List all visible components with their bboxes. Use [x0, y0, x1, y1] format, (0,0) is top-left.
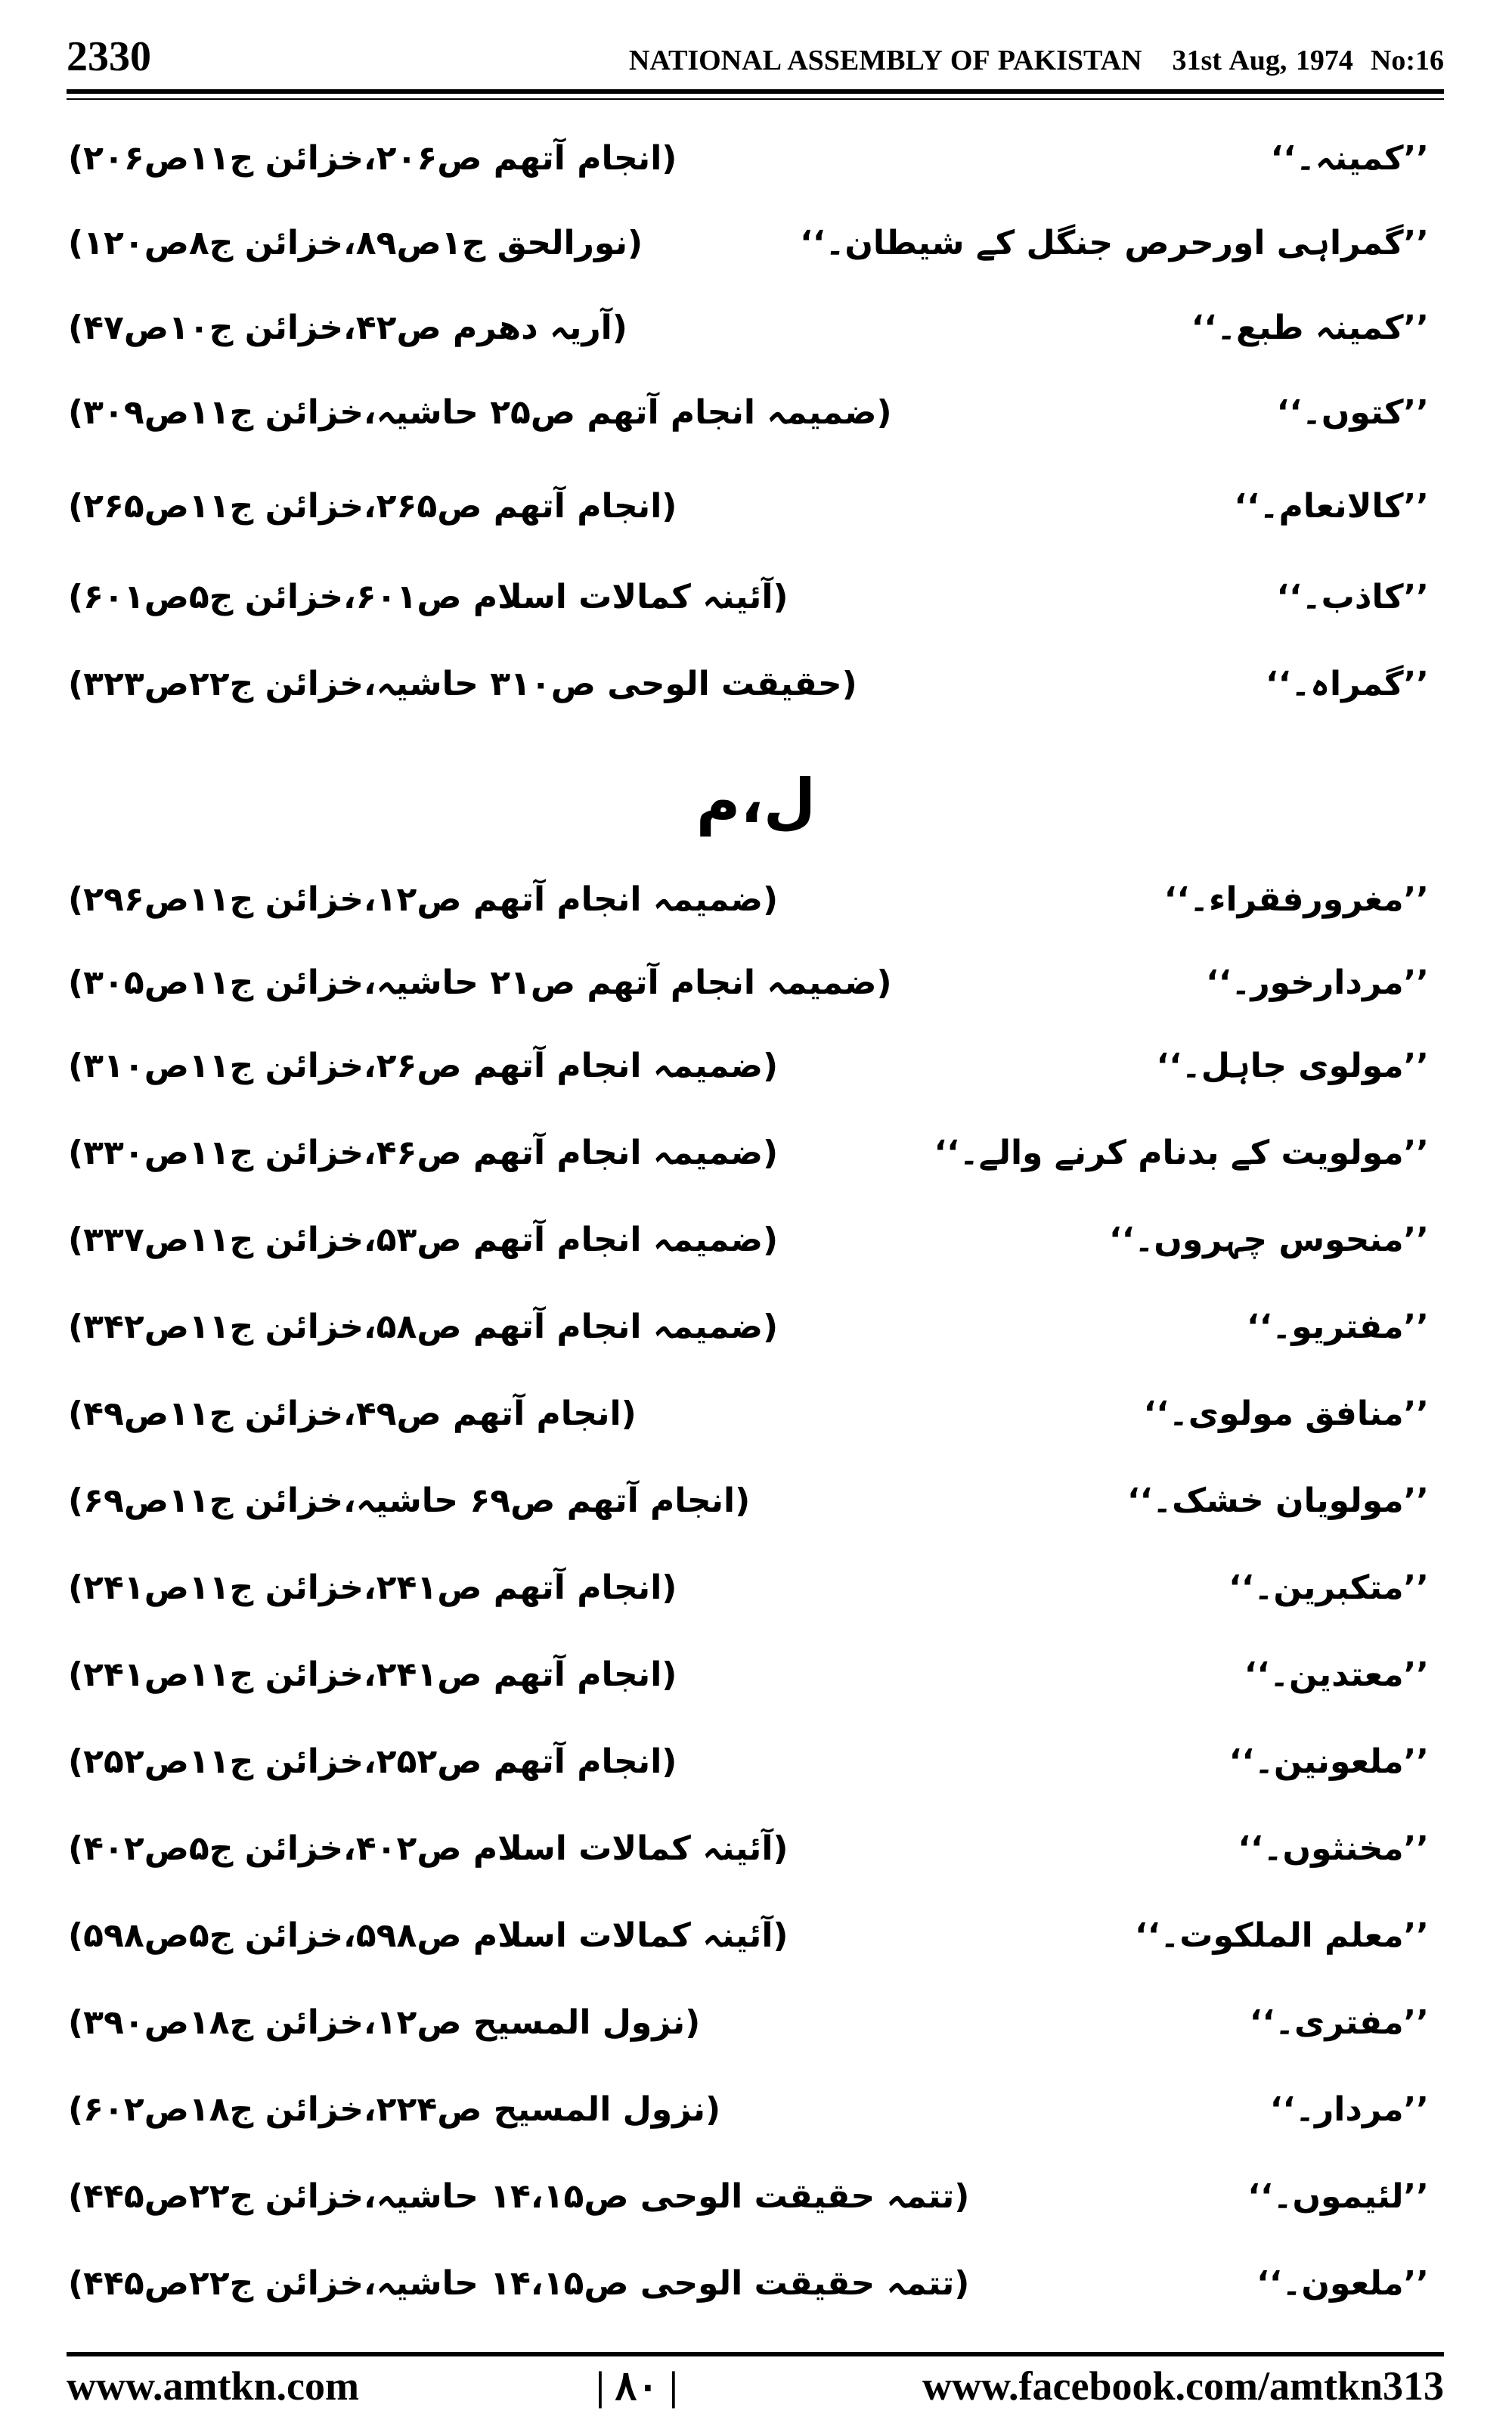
entry-term: ’’متکبرین۔‘‘: [1228, 1568, 1429, 1607]
entry-term: ’’مخنثوں۔‘‘: [1238, 1829, 1429, 1868]
entry-reference: (آئینہ کمالات اسلام ص۴۰۲،خزائن ج۵ص۴۰۲): [68, 1829, 789, 1868]
assembly-name: NATIONAL ASSEMBLY OF PAKISTAN: [628, 45, 1142, 76]
entry-reference: (انجام آتھم ص۴۹،خزائن ج۱۱ص۴۹): [68, 1395, 637, 1433]
entry-term: ’’کتوں۔‘‘: [1276, 393, 1429, 432]
entry-term: ’’کاذب۔‘‘: [1276, 578, 1429, 616]
entry-reference: (ضمیمہ انجام آتھم ص۲۶،خزائن ج۱۱ص۳۱۰): [68, 1047, 779, 1085]
entry-reference: (نزول المسیح ص۱۲،خزائن ج۱۸ص۳۹۰): [68, 2003, 701, 2042]
entry-term: ’’کالانعام۔‘‘: [1234, 487, 1429, 526]
entry-term: ’’مفتری۔‘‘: [1249, 2003, 1429, 2042]
entry-reference: (ضمیمہ انجام آتھم ص۵۳،خزائن ج۱۱ص۳۳۷): [68, 1221, 779, 1259]
entry-row: [60, 1985, 1452, 2061]
entry-term: ’’معتدین۔‘‘: [1244, 1655, 1429, 1694]
entry-reference: (ضمیمہ انجام آتھم ص۵۸،خزائن ج۱۱ص۳۴۲): [68, 1308, 779, 1346]
entry-term: ’’مفتریو۔‘‘: [1247, 1308, 1429, 1346]
issue-number: No:16: [1370, 45, 1444, 76]
page-number: 2330: [67, 33, 151, 80]
running-head: [629, 38, 1444, 83]
entry-reference: (ضمیمہ انجام آتھم ص۱۲،خزائن ج۱۱ص۲۹۶): [68, 880, 779, 919]
entry-row: [60, 1376, 1452, 1452]
entry-term: ’’ملعونین۔‘‘: [1228, 1742, 1429, 1781]
entry-row: [60, 469, 1452, 544]
entry-reference: (تتمہ حقیقت الوحی ص۱۴،۱۵ حاشیہ،خزائن ج۲۲ص۴۴۵): [68, 2264, 970, 2303]
entry-row: [60, 945, 1452, 1021]
entry-row: [60, 375, 1452, 451]
entry-reference: (انجام آتھم ص۲۰۶،خزائن ج۱۱ص۲۰۶): [68, 139, 677, 178]
entry-term: ’’مردار۔‘‘: [1269, 2090, 1429, 2129]
entry-row: [60, 206, 1452, 281]
entry-term: ’’لئیموں۔‘‘: [1247, 2177, 1429, 2216]
facebook-link[interactable]: www.facebook.com/amtkn313: [922, 2363, 1444, 2409]
entry-row: [60, 2159, 1452, 2235]
website-link[interactable]: www.amtkn.com: [67, 2363, 359, 2409]
entry-reference: (انجام آتھم ص۲۴۱،خزائن ج۱۱ص۲۴۱): [68, 1655, 677, 1694]
entry-row: [60, 1724, 1452, 1800]
entry-row: [60, 2072, 1452, 2148]
entry-term: ’’مغرورفقراء۔‘‘: [1163, 880, 1429, 919]
entry-reference: (حقیقت الوحی ص۳۱۰ حاشیہ،خزائن ج۲۲ص۳۲۳): [68, 665, 857, 703]
entry-term: ’’مولویت کے بدنام کرنے والے۔‘‘: [934, 1134, 1429, 1172]
entry-row: [60, 1463, 1452, 1539]
footer-rule: [67, 2352, 1444, 2356]
entry-term: ’’مردارخور۔‘‘: [1206, 963, 1429, 1002]
entry-row: [60, 1202, 1452, 1278]
entry-row: [60, 1115, 1452, 1191]
entry-reference: (انجام آتھم ص۲۴۱،خزائن ج۱۱ص۲۴۱): [68, 1568, 677, 1607]
entry-term: ’’مولوی جاہل۔‘‘: [1156, 1047, 1429, 1085]
page-header: [67, 30, 1444, 83]
entry-reference: (تتمہ حقیقت الوحی ص۱۴،۱۵ حاشیہ،خزائن ج۲۲ص۴۴۵): [68, 2177, 970, 2216]
entry-term: ’’گمراہ۔‘‘: [1266, 665, 1429, 703]
entry-row: [60, 290, 1452, 366]
entry-reference: (آریہ دھرم ص۴۲،خزائن ج۱۰ص۴۷): [68, 309, 627, 347]
entry-row: [60, 1550, 1452, 1626]
header-rule: [67, 89, 1444, 94]
entry-row: [60, 1637, 1452, 1713]
entry-reference: (نزول المسیح ص۲۲۴،خزائن ج۱۸ص۶۰۲): [68, 2090, 721, 2129]
entry-term: ’’کمینہ طبع۔‘‘: [1191, 309, 1429, 347]
entry-term: ’’ملعون۔‘‘: [1256, 2264, 1429, 2303]
entry-term: ’’گمراہی اورحرص جنگل کے شیطان۔‘‘: [800, 224, 1429, 262]
entry-term: ’’منحوس چہروں۔‘‘: [1109, 1221, 1429, 1259]
entry-reference: (انجام آتھم ص۲۶۵،خزائن ج۱۱ص۲۶۵): [68, 487, 677, 526]
entry-reference: (ضمیمہ انجام آتھم ص۲۱ حاشیہ،خزائن ج۱۱ص۳۰۵): [68, 963, 892, 1002]
entry-reference: (انجام آتھم ص۶۹ حاشیہ،خزائن ج۱۱ص۶۹): [68, 1481, 751, 1520]
entry-row: [60, 121, 1452, 197]
entry-term: ’’معلم الملکوت۔‘‘: [1135, 1916, 1429, 1955]
entry-term: ’’مولویان خشک۔‘‘: [1126, 1481, 1429, 1520]
footer-page-marker: | ۸۰ |: [596, 2363, 678, 2409]
section-heading: ل،م: [696, 766, 816, 836]
entry-term: ’’کمینہ۔‘‘: [1270, 139, 1429, 178]
entry-reference: (انجام آتھم ص۲۵۲،خزائن ج۱۱ص۲۵۲): [68, 1742, 677, 1781]
entry-row: [60, 1289, 1452, 1365]
entry-reference: (آئینہ کمالات اسلام ص۶۰۱،خزائن ج۵ص۶۰۱): [68, 578, 789, 616]
entry-row: [60, 1898, 1452, 1974]
entry-row: [60, 1811, 1452, 1887]
entry-term: ’’منافق مولوی۔‘‘: [1143, 1395, 1429, 1433]
entry-reference: (نورالحق ج۱ص۸۹،خزائن ج۸ص۱۲۰): [68, 224, 643, 262]
entry-reference: (ضمیمہ انجام آتھم ص۴۶،خزائن ج۱۱ص۳۳۰): [68, 1134, 779, 1172]
entry-row: [60, 2246, 1452, 2322]
entry-row: [60, 560, 1452, 635]
entry-reference: (ضمیمہ انجام آتھم ص۲۵ حاشیہ،خزائن ج۱۱ص۳۰۹): [68, 393, 892, 432]
session-date: 31st Aug, 1974: [1172, 45, 1353, 76]
page-footer: [67, 2363, 1444, 2409]
entry-row: [60, 862, 1452, 938]
header-rule-thin: [67, 98, 1444, 100]
entry-row: [60, 647, 1452, 722]
entry-reference: (آئینہ کمالات اسلام ص۵۹۸،خزائن ج۵ص۵۹۸): [68, 1916, 789, 1955]
entry-row: [60, 1028, 1452, 1104]
